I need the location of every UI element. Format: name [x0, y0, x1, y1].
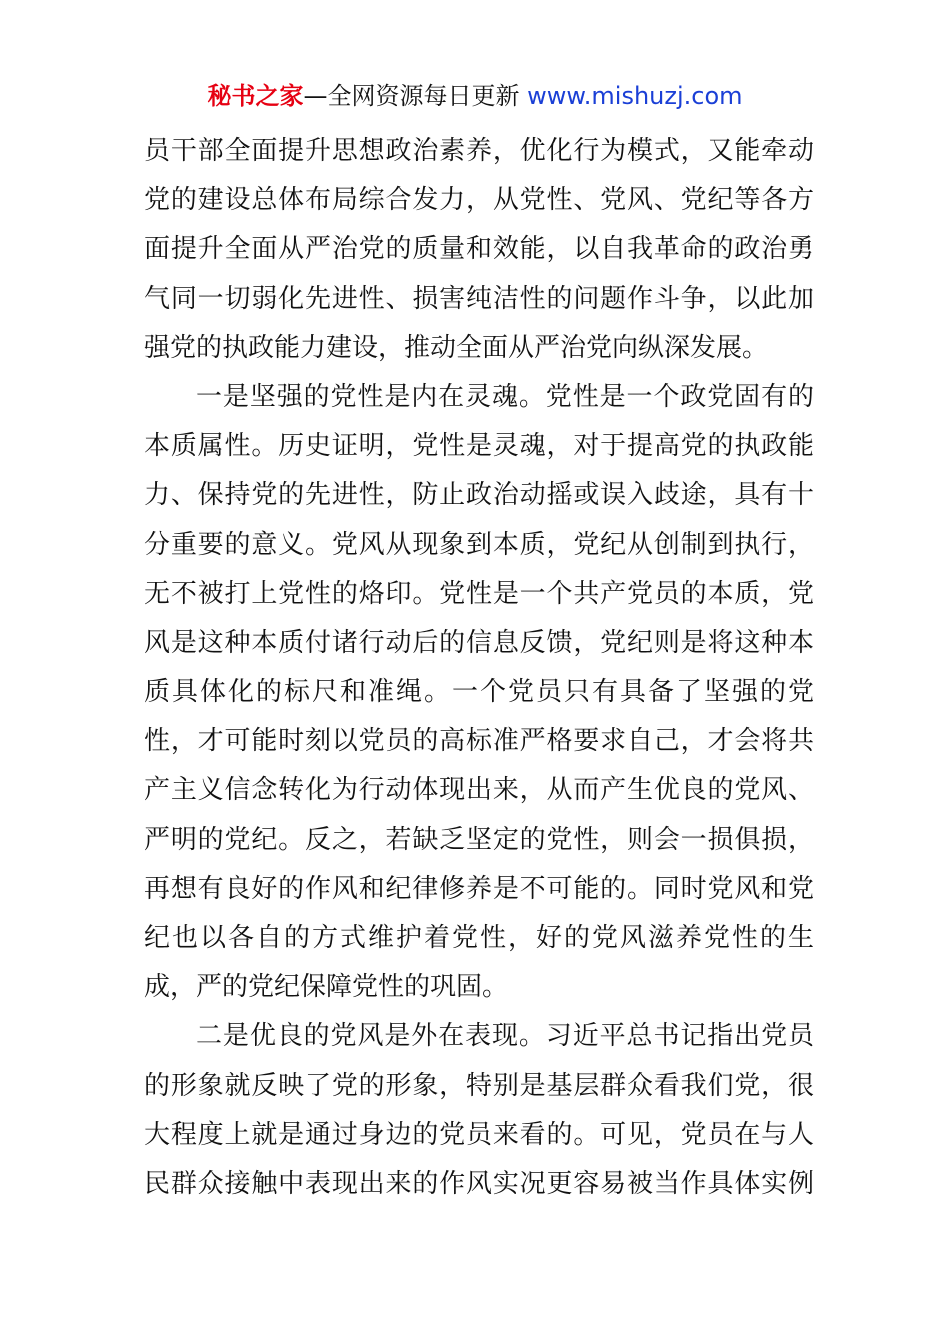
- text-line: 质具体化的标尺和准绳。一个党员只有具备了坚强的党: [144, 677, 814, 708]
- text-line: 无不被打上党性的烙印。党性是一个共产党员的本质，党: [144, 578, 814, 609]
- brand-name: 秘书之家: [207, 82, 304, 110]
- text-line: 气同一切弱化先进性、损害纯洁性的问题作斗争，以此加: [144, 283, 814, 314]
- text-line: 党的建设总体布局综合发力，从党性、党风、党纪等各方: [144, 185, 814, 216]
- text-line: 强党的执政能力建设，推动全面从严治党向纵深发展。: [144, 332, 769, 363]
- text-line: 纪也以各自的方式维护着党性，好的党风滋养党性的生: [144, 923, 814, 953]
- text-line: 力、保持党的先进性，防止政治动摇或误入歧途，具有十: [144, 480, 814, 511]
- site-url-link[interactable]: www.mishuzj.com: [527, 82, 743, 110]
- text-line: 的形象就反映了党的形象，特别是基层群众看我们党，很: [144, 1070, 814, 1101]
- text-line: 成，严的党纪保障党性的巩固。: [144, 972, 509, 1003]
- text-line: 本质属性。历史证明，党性是灵魂，对于提高党的执政能: [144, 431, 814, 462]
- header-tagline: —全网资源每日更新: [303, 82, 528, 110]
- paragraph-start-line: 一是坚强的党性是内在灵魂。党性是一个政党固有的: [196, 381, 814, 412]
- text-line: 再想有良好的作风和纪律修养是不可能的。同时党风和党: [144, 873, 814, 904]
- text-line: 性，才可能时刻以党员的高标准严格要求自己，才会将共: [144, 726, 814, 757]
- text-line: 分重要的意义。党风从现象到本质，党纪从创制到执行，: [144, 529, 814, 560]
- text-line: 风是这种本质付诸行动后的信息反馈，党纪则是将这种本: [144, 627, 814, 658]
- text-line: 产主义信念转化为行动体现出来，从而产生优良的党风、: [144, 775, 814, 806]
- text-line: 面提升全面从严治党的质量和效能，以自我革命的政治勇: [144, 234, 814, 265]
- text-line: 民群众接触中表现出来的作风实况更容易被当作具体实例: [144, 1168, 814, 1199]
- text-line: 大程度上就是通过身边的党员来看的。可见，党员在与人: [144, 1119, 814, 1150]
- paragraph-start-line: 二是优良的党风是外在表现。习近平总书记指出党员: [196, 1021, 814, 1052]
- document-body: [144, 127, 814, 1209]
- text-line: 员干部全面提升思想政治素养，优化行为模式，又能牵动: [144, 136, 814, 166]
- page-header: [0, 80, 950, 112]
- text-line: 严明的党纪。反之，若缺乏坚定的党性，则会一损俱损，: [144, 824, 814, 855]
